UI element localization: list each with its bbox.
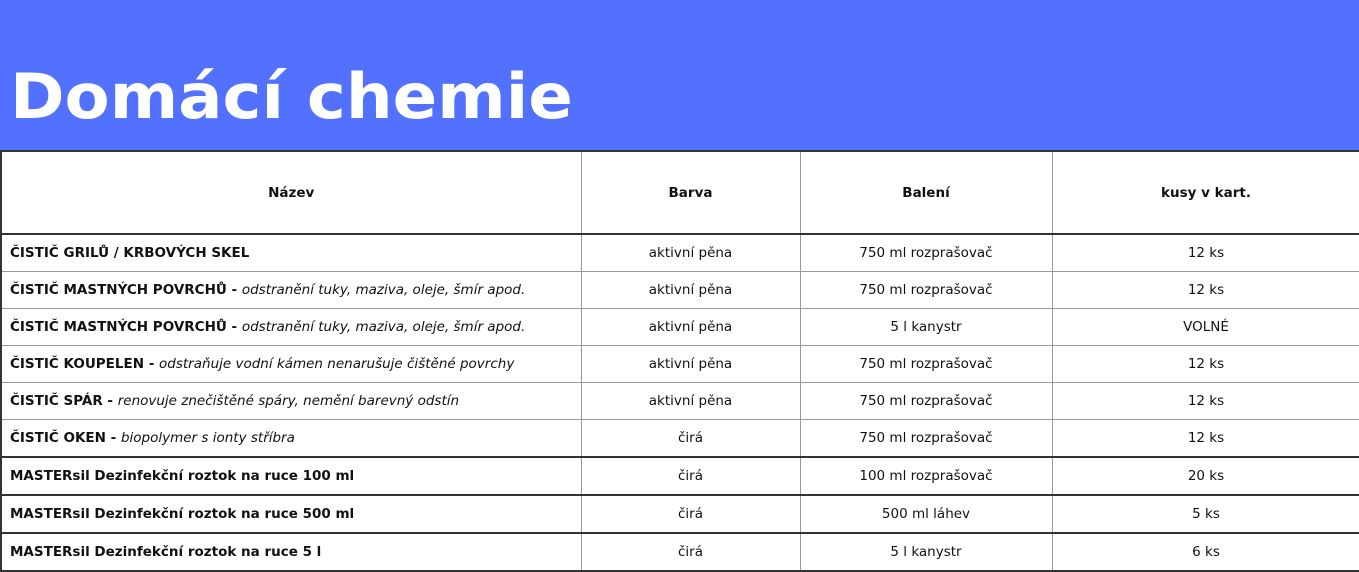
product-packaging: 5 l kanystr	[800, 533, 1052, 571]
product-packaging: 5 l kanystr	[800, 309, 1052, 346]
product-name: ČISTIČ KOUPELEN -	[10, 356, 160, 372]
product-packaging: 750 ml rozprašovač	[800, 383, 1052, 420]
table-row	[1, 495, 1359, 533]
table-row	[1, 346, 1359, 383]
product-description: biopolymer s ionty stříbra	[120, 430, 295, 446]
product-color: aktivní pěna	[581, 272, 800, 309]
product-description: odstranění tuky, maziva, oleje, šmír apod.	[241, 319, 526, 335]
product-color: aktivní pěna	[581, 383, 800, 420]
product-name: ČISTIČ MASTNÝCH POVRCHŮ -	[10, 319, 242, 335]
product-description: odstraňuje vodní kámen nenarušuje čištěné povrchy	[159, 356, 515, 372]
product-color: aktivní pěna	[581, 309, 800, 346]
product-name: ČISTIČ GRILŮ / KRBOVÝCH SKEL	[10, 245, 250, 261]
product-name: MASTERsil Dezinfekční roztok na ruce 5 l	[10, 544, 322, 560]
product-description: odstranění tuky, maziva, oleje, šmír apod.	[241, 282, 526, 298]
product-color: aktivní pěna	[581, 234, 800, 272]
column-header-packaging: Balení	[800, 151, 1052, 234]
page-header	[0, 0, 1359, 150]
table-row	[1, 533, 1359, 571]
product-color: čirá	[581, 495, 800, 533]
product-color: aktivní pěna	[581, 346, 800, 383]
product-name-cell	[1, 309, 581, 346]
page-title: Domácí chemie	[10, 60, 573, 133]
table-row	[1, 383, 1359, 420]
product-color: čirá	[581, 533, 800, 571]
product-packaging: 750 ml rozprašovač	[800, 272, 1052, 309]
product-pieces: 5 ks	[1052, 495, 1359, 533]
product-pieces: 12 ks	[1052, 383, 1359, 420]
product-name: ČISTIČ OKEN -	[10, 430, 121, 446]
table-header-row	[1, 151, 1359, 234]
table-row	[1, 234, 1359, 272]
product-packaging: 750 ml rozprašovač	[800, 346, 1052, 383]
product-name: MASTERsil Dezinfekční roztok na ruce 100 ml	[10, 468, 355, 484]
product-name-cell	[1, 234, 581, 272]
product-pieces: 20 ks	[1052, 457, 1359, 495]
product-packaging: 750 ml rozprašovač	[800, 420, 1052, 458]
product-name: MASTERsil Dezinfekční roztok na ruce 500 ml	[10, 506, 355, 522]
product-name: ČISTIČ SPÁR -	[10, 393, 118, 409]
table-row	[1, 457, 1359, 495]
product-description: renovuje znečištěné spáry, nemění barevný odstín	[117, 393, 460, 409]
table-row	[1, 420, 1359, 458]
product-pieces: 12 ks	[1052, 234, 1359, 272]
product-name-cell	[1, 420, 581, 458]
table-row	[1, 309, 1359, 346]
product-pieces: 12 ks	[1052, 346, 1359, 383]
column-header-name: Název	[1, 151, 581, 234]
product-name-cell	[1, 457, 581, 495]
product-pieces: 12 ks	[1052, 272, 1359, 309]
product-name-cell	[1, 383, 581, 420]
product-color: čirá	[581, 457, 800, 495]
product-name-cell	[1, 495, 581, 533]
column-header-color: Barva	[581, 151, 800, 234]
column-header-pieces-per-carton: kusy v kart.	[1052, 151, 1359, 234]
product-pieces: 12 ks	[1052, 420, 1359, 458]
table-row	[1, 272, 1359, 309]
product-color: čirá	[581, 420, 800, 458]
product-pieces: 6 ks	[1052, 533, 1359, 571]
product-packaging: 100 ml rozprašovač	[800, 457, 1052, 495]
product-packaging: 750 ml rozprašovač	[800, 234, 1052, 272]
product-packaging: 500 ml láhev	[800, 495, 1052, 533]
product-name-cell	[1, 533, 581, 571]
product-table	[0, 150, 1359, 572]
product-name-cell	[1, 346, 581, 383]
product-pieces: VOLNÉ	[1052, 309, 1359, 346]
product-name: ČISTIČ MASTNÝCH POVRCHŮ -	[10, 282, 242, 298]
product-name-cell	[1, 272, 581, 309]
